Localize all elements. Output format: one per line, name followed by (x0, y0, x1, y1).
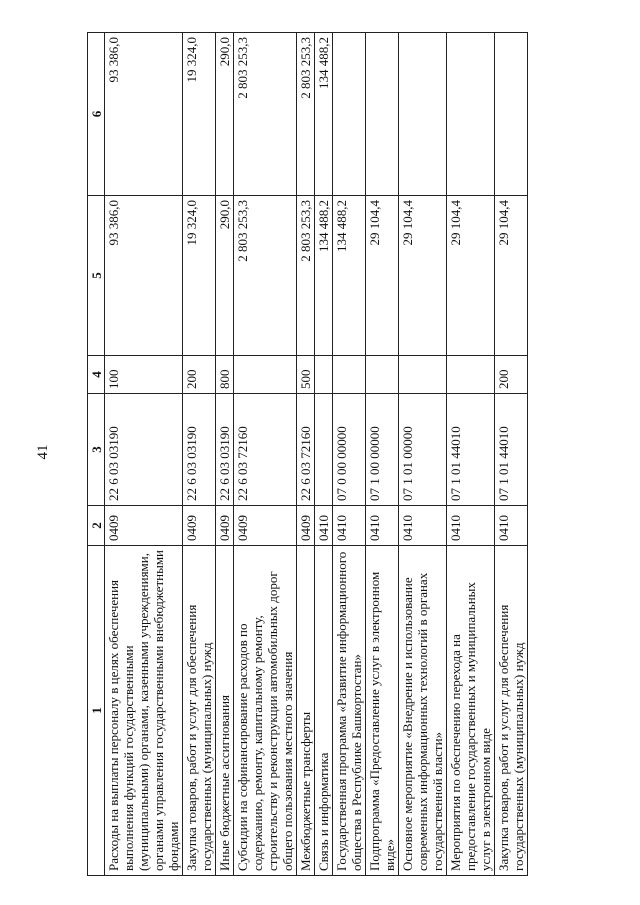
table-row (183, 33, 216, 876)
row-amount-col5-cell: 19 324,0 (183, 196, 216, 356)
row-name-cell: Иные бюджетные ассигнования (216, 546, 234, 876)
row-name-cell: Мероприятия по обеспечению перехода на предоставление государственных и муниципальных услуг в электронном виде (447, 546, 495, 876)
table-row (315, 33, 333, 876)
table-body (105, 33, 528, 876)
row-amount-col6-cell: 2 803 253,3 (297, 33, 315, 196)
row-amount-col6-cell (447, 33, 495, 196)
row-expense-type-cell (315, 356, 333, 394)
row-name-cell: Основное мероприятие «Внедрение и использование современных информационных технологий в органах государственной власти» (399, 546, 447, 876)
row-amount-col6-cell (333, 33, 366, 196)
row-expense-type-cell: 200 (495, 356, 528, 394)
row-amount-col5-cell: 29 104,4 (399, 196, 447, 356)
row-target-article-cell: 07 1 01 44010 (447, 394, 495, 506)
table-row (216, 33, 234, 876)
row-expense-type-cell (399, 356, 447, 394)
row-section-code-cell: 0409 (105, 506, 183, 546)
table-row (234, 33, 297, 876)
table-row (447, 33, 495, 876)
row-target-article-cell: 07 0 00 00000 (333, 394, 366, 506)
row-name-cell: Подпрограмма «Предоставление услуг в электронном виде» (366, 546, 399, 876)
header-col-2: 2 (88, 506, 105, 546)
page-number: 41 (35, 444, 51, 460)
row-section-code-cell: 0409 (216, 506, 234, 546)
header-col-1: 1 (88, 546, 105, 876)
row-target-article-cell: 22 6 03 03190 (105, 394, 183, 506)
row-target-article-cell: 07 1 01 44010 (495, 394, 528, 506)
header-col-5: 5 (88, 196, 105, 356)
row-expense-type-cell (234, 356, 297, 394)
row-name-cell: Расходы на выплаты персоналу в целях обеспечения выполнения функций государственными (муниципальными) органами, казенными учреждениями, органами управления государственными внебюджетными фондами (105, 546, 183, 876)
row-amount-col5-cell: 29 104,4 (366, 196, 399, 356)
row-amount-col5-cell: 29 104,4 (495, 196, 528, 356)
header-col-6: 6 (88, 33, 105, 196)
row-amount-col6-cell: 2 803 253,3 (234, 33, 297, 196)
row-name-cell: Закупка товаров, работ и услуг для обеспечения государственных (муниципальных) нужд (495, 546, 528, 876)
table-row (297, 33, 315, 876)
row-target-article-cell: 22 6 03 03190 (183, 394, 216, 506)
table-row (495, 33, 528, 876)
row-amount-col5-cell: 134 488,2 (333, 196, 366, 356)
budget-table (87, 32, 528, 876)
row-target-article-cell: 22 6 03 72160 (234, 394, 297, 506)
row-name-cell: Государственная программа «Развитие информационного общества в Республике Башкортостан» (333, 546, 366, 876)
row-expense-type-cell (333, 356, 366, 394)
row-amount-col6-cell: 134 488,2 (315, 33, 333, 196)
row-amount-col5-cell: 290,0 (216, 196, 234, 356)
row-expense-type-cell (366, 356, 399, 394)
row-section-code-cell: 0410 (495, 506, 528, 546)
row-amount-col5-cell: 2 803 253,3 (297, 196, 315, 356)
row-name-cell: Закупка товаров, работ и услуг для обеспечения государственных (муниципальных) нужд (183, 546, 216, 876)
row-section-code-cell: 0409 (183, 506, 216, 546)
row-section-code-cell: 0409 (234, 506, 297, 546)
table-row (333, 33, 366, 876)
row-amount-col5-cell: 93 386,0 (105, 196, 183, 356)
table-row (105, 33, 183, 876)
row-target-article-cell: 07 1 00 00000 (366, 394, 399, 506)
row-amount-col5-cell: 29 104,4 (447, 196, 495, 356)
row-amount-col6-cell (366, 33, 399, 196)
row-expense-type-cell: 800 (216, 356, 234, 394)
row-target-article-cell: 22 6 03 03190 (216, 394, 234, 506)
table-row (366, 33, 399, 876)
row-section-code-cell: 0410 (399, 506, 447, 546)
row-amount-col6-cell: 19 324,0 (183, 33, 216, 196)
row-expense-type-cell (447, 356, 495, 394)
row-amount-col5-cell: 2 803 253,3 (234, 196, 297, 356)
row-section-code-cell: 0410 (333, 506, 366, 546)
row-target-article-cell: 22 6 03 72160 (297, 394, 315, 506)
row-amount-col6-cell (399, 33, 447, 196)
row-section-code-cell: 0410 (315, 506, 333, 546)
row-section-code-cell: 0410 (447, 506, 495, 546)
row-expense-type-cell: 100 (105, 356, 183, 394)
row-target-article-cell: 07 1 01 00000 (399, 394, 447, 506)
budget-table-container (87, 33, 549, 876)
header-col-3: 3 (88, 394, 105, 506)
row-section-code-cell: 0409 (297, 506, 315, 546)
table-header-row (88, 33, 105, 876)
row-amount-col5-cell: 134 488,2 (315, 196, 333, 356)
row-name-cell: Субсидии на софинансирование расходов по содержанию, ремонту, капитальному ремонту, строительству и реконструкции автомобильных дорог общего пользования местного значения (234, 546, 297, 876)
row-name-cell: Связь и информатика (315, 546, 333, 876)
table-row (399, 33, 447, 876)
row-expense-type-cell: 200 (183, 356, 216, 394)
row-target-article-cell (315, 394, 333, 506)
row-amount-col6-cell (495, 33, 528, 196)
row-section-code-cell: 0410 (366, 506, 399, 546)
row-amount-col6-cell: 290,0 (216, 33, 234, 196)
row-amount-col6-cell: 93 386,0 (105, 33, 183, 196)
row-expense-type-cell: 500 (297, 356, 315, 394)
header-col-4: 4 (88, 356, 105, 394)
row-name-cell: Межбюджетные трансферты (297, 546, 315, 876)
